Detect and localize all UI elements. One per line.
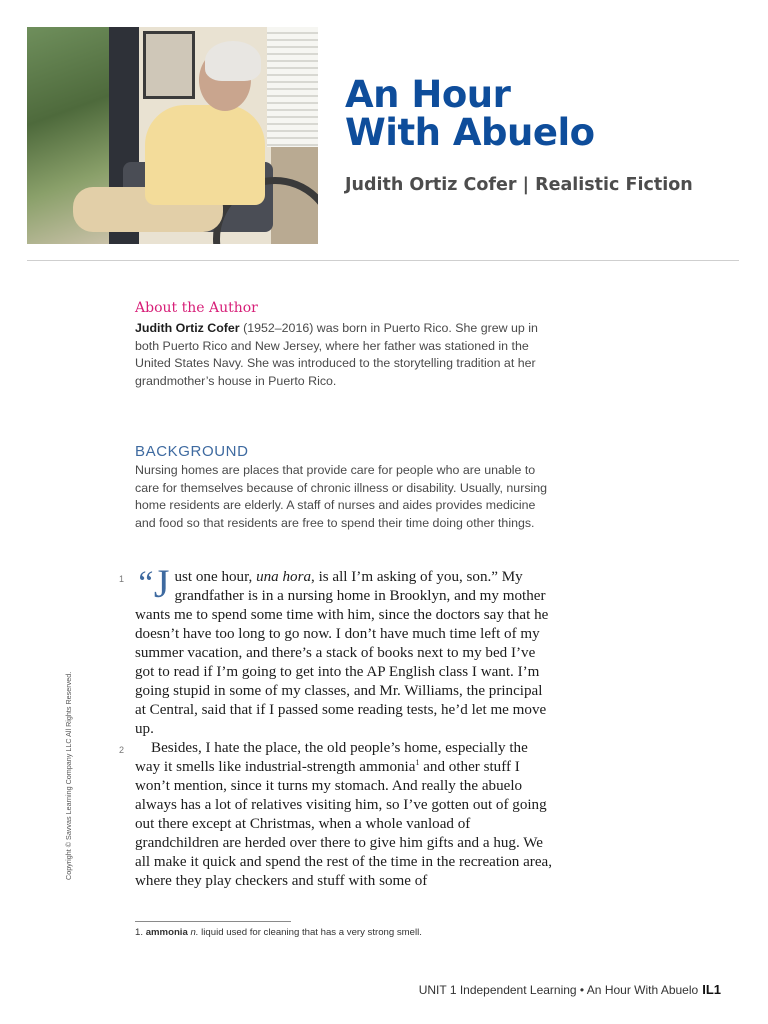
paragraph-2-rest: and other stuff I won’t mention, since it turns my stomach. And really the abuelo always has a lot of relatives visiting him, so I’ve gotten out of going out there except at Christmas, when a whole vanload of grandchildren are herded over there to give him gifts and a hug. We all make it quick and spend the rest of the time in the recreation area, where they play checkers and stuff with some of <box>135 759 553 889</box>
footnote-term: ammonia <box>145 927 188 938</box>
drop-cap-letter: J <box>153 561 170 606</box>
background-text: Nursing homes are places that provide care for people who are unable to care for themselves because of chronic illness or disability. Usually, nursing home residents are elderly. A staff of nurses and aides provides medicine and food so that residents are free to spend their time doing other things. <box>135 463 548 530</box>
footer-text: UNIT 1 Independent Learning • An Hour With Abuelo <box>418 983 699 997</box>
drop-cap <box>135 561 170 606</box>
drop-cap-quote: “ <box>135 565 154 602</box>
footnote-divider <box>135 921 291 922</box>
background-heading: BACKGROUND <box>135 443 249 460</box>
footnote <box>135 927 422 938</box>
page-footer <box>419 982 721 997</box>
framed-picture <box>143 31 195 99</box>
footnote-definition: liquid used for cleaning that has a very strong smell. <box>198 927 422 938</box>
page-title <box>345 73 595 154</box>
man-shirt <box>145 105 265 205</box>
page-number: IL1 <box>702 982 721 997</box>
story-body <box>119 561 555 891</box>
paragraph-1 <box>119 561 555 739</box>
copyright-notice: Copyright © Savvas Learning Company LLC All Rights Reserved. <box>64 671 73 880</box>
paragraph-2-start: Besides, I hate the place, the old people’s home, especially the way it smells like industrial-strength ammonia <box>135 740 528 775</box>
author-genre-byline: Judith Ortiz Cofer | Realistic Fiction <box>345 175 693 195</box>
italic-phrase: una hora <box>256 569 312 585</box>
about-author-heading: About the Author <box>135 300 258 316</box>
footnote-marker[interactable]: 1 <box>415 757 420 767</box>
about-author-text <box>135 320 555 390</box>
footnote-number: 1. <box>135 927 144 938</box>
man-hair <box>205 41 261 81</box>
title-line-1: An Hour <box>345 73 511 116</box>
paragraph-1-rest: , is all I’m asking of you, son.” My grandfather is in a nursing home in Brooklyn, and my mother wants me to spend some time with him, since the doctors say that he doesn’t have too long to go now. I don’t have much time left of my summer vacation, and there’s a stack of books next to my bed I’ve got to read if I’m going to get into the AP English class I want. I’m going stupid in some of my classes, and Mr. Williams, the principal at Central, said that if I passed some reading tests, he’d let me move up. <box>135 569 549 737</box>
author-name: Judith Ortiz Cofer <box>135 321 240 335</box>
paragraph-2 <box>119 739 555 891</box>
header-divider <box>27 260 739 261</box>
paragraph-1-start: ust one hour, <box>174 569 257 585</box>
paragraph-number: 2 <box>119 745 125 755</box>
author-bio: (1952–2016) was born in Puerto Rico. She grew up in both Puerto Rico and New Jersey, where her father was stationed in the United States Navy. She was introduced to the storytelling tradition at her grandmother’s house in Puerto Rico. <box>135 321 538 388</box>
paragraph-number: 1 <box>119 574 125 584</box>
footnote-part-of-speech: n. <box>190 927 199 938</box>
window-blinds <box>267 27 318 147</box>
title-line-2: With Abuelo <box>345 111 595 154</box>
hero-photo-elderly-man-in-wheelchair <box>27 27 318 244</box>
